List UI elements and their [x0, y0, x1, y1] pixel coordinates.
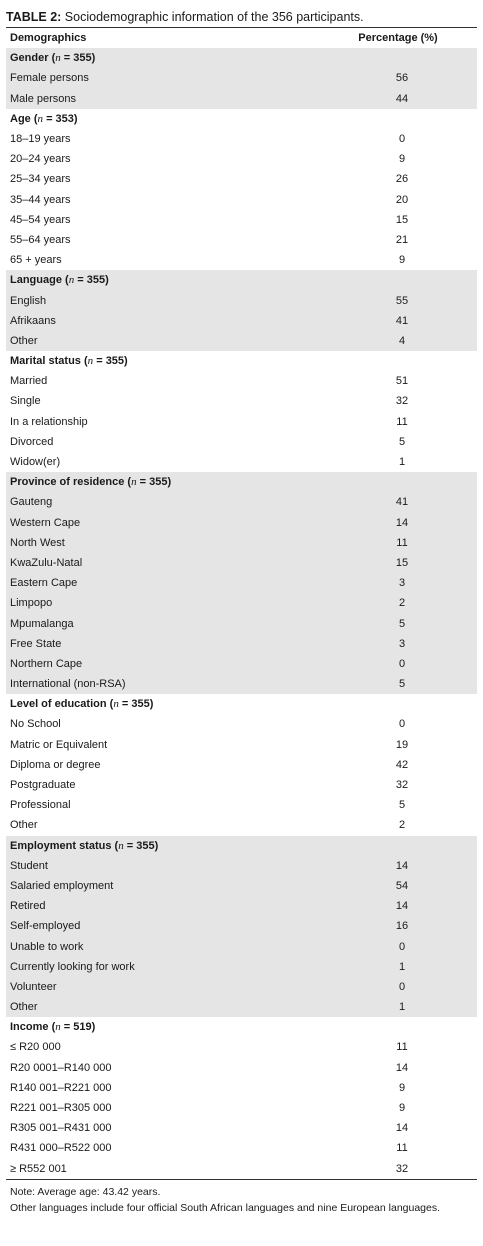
- table-row: [6, 513, 477, 533]
- table-row: [6, 957, 477, 977]
- row-percentage: 11: [319, 533, 477, 553]
- row-percentage: 44: [319, 89, 477, 109]
- row-label: Other: [10, 819, 38, 832]
- row-label: Self-employed: [6, 916, 319, 936]
- row-percentage: 41: [319, 311, 477, 331]
- row-label: Other: [6, 331, 319, 351]
- group-title: Gender (n = 355): [6, 48, 319, 68]
- row-percentage: 41: [319, 492, 477, 512]
- row-label: Widow(er): [10, 456, 61, 469]
- row-label: 45–54 years: [10, 213, 71, 226]
- row-label: Divorced: [10, 435, 54, 448]
- row-label: Free State: [6, 634, 319, 654]
- row-label: R305 001–R431 000: [10, 1122, 112, 1135]
- row-label: Student: [6, 856, 319, 876]
- table-row: [6, 371, 477, 391]
- table-row: [6, 775, 477, 795]
- group-empty-cell: [319, 270, 477, 290]
- row-percentage: 2: [398, 819, 406, 832]
- table-row: [6, 593, 477, 613]
- table-body: [6, 48, 477, 1179]
- table-row: [6, 714, 477, 734]
- group-title-text: Income: [10, 1021, 49, 1034]
- group-header-row: [6, 1017, 477, 1037]
- row-label: Volunteer: [6, 977, 319, 997]
- table-row: [6, 1098, 477, 1118]
- row-percentage: 1: [319, 997, 477, 1017]
- group-title: Marital status (n = 355): [10, 355, 128, 368]
- group-title: Age (n = 353): [10, 112, 78, 125]
- row-percentage: 3: [319, 573, 477, 593]
- table-row: [6, 674, 477, 694]
- row-label: Married: [10, 375, 48, 388]
- row-percentage: 55: [319, 290, 477, 310]
- table-row: [6, 290, 477, 310]
- row-percentage: 11: [396, 1142, 408, 1155]
- row-percentage: 5: [398, 435, 406, 448]
- row-label: ≥ R552 001: [10, 1162, 67, 1175]
- table-row: [6, 795, 477, 815]
- table-row: [6, 1078, 477, 1098]
- group-n-symbol: n: [55, 52, 61, 65]
- row-label: Professional: [10, 799, 71, 812]
- group-title-text: Province of residence: [10, 476, 125, 489]
- row-percentage: 15: [319, 553, 477, 573]
- row-label: Postgraduate: [10, 779, 76, 792]
- table-row: [6, 936, 477, 956]
- group-empty-cell: [319, 836, 477, 856]
- group-title-text: Level of education: [10, 698, 107, 711]
- row-percentage: 21: [395, 233, 409, 246]
- table-row: [6, 573, 477, 593]
- row-percentage: 54: [319, 876, 477, 896]
- row-percentage: 16: [319, 916, 477, 936]
- group-title-text: Language: [10, 274, 62, 287]
- row-percentage: 9: [398, 254, 406, 267]
- table-container: [6, 0, 477, 1214]
- table-row: [6, 190, 477, 210]
- row-label: 20–24 years: [10, 153, 71, 166]
- header-percentage: Percentage (%): [358, 32, 438, 45]
- table-row: [6, 613, 477, 633]
- caption-label: TABLE 2:: [6, 10, 62, 24]
- group-header-row: [6, 48, 477, 68]
- caption-text: Sociodemographic information of the 356 participants.: [61, 10, 364, 24]
- row-label: Mpumalanga: [6, 613, 319, 633]
- table-row: [6, 634, 477, 654]
- row-label: Unable to work: [6, 936, 319, 956]
- table-row: [6, 735, 477, 755]
- group-title-text: Marital status: [10, 355, 81, 368]
- row-percentage: 14: [395, 1061, 409, 1074]
- group-empty-cell: [319, 109, 477, 129]
- row-percentage: 5: [398, 799, 406, 812]
- group-header-row: [6, 694, 477, 714]
- group-empty-cell: [319, 351, 477, 371]
- row-percentage: 0: [319, 977, 477, 997]
- group-title: Level of education (n = 355): [10, 698, 154, 711]
- row-label: Retired: [6, 896, 319, 916]
- table-row: [6, 896, 477, 916]
- note-average-age: Note: Average age: 43.42 years.: [10, 1185, 161, 1198]
- row-label: Eastern Cape: [6, 573, 319, 593]
- row-label: Northern Cape: [6, 654, 319, 674]
- table-row: [6, 1037, 477, 1057]
- table-row: [6, 391, 477, 411]
- table-row: [6, 1118, 477, 1138]
- table-row: [6, 311, 477, 331]
- table-row: [6, 1058, 477, 1078]
- row-label: Diploma or degree: [10, 758, 101, 771]
- header-demographics: Demographics: [10, 32, 87, 45]
- row-label: R221 001–R305 000: [10, 1102, 112, 1115]
- row-percentage: 5: [319, 613, 477, 633]
- row-percentage: 4: [319, 331, 477, 351]
- table-row: [6, 412, 477, 432]
- row-percentage: 32: [395, 779, 409, 792]
- row-percentage: 56: [319, 68, 477, 88]
- row-label: Western Cape: [6, 513, 319, 533]
- row-label: Female persons: [6, 68, 319, 88]
- table-row: [6, 250, 477, 270]
- row-label: Single: [10, 395, 41, 408]
- group-title: Income (n = 519): [10, 1021, 96, 1034]
- group-title-text: Age: [10, 112, 31, 125]
- table-row: [6, 149, 477, 169]
- row-label: English: [6, 290, 319, 310]
- table-row: [6, 815, 477, 835]
- group-n-value: = 519): [60, 1021, 96, 1034]
- row-label: Matric or Equivalent: [10, 738, 108, 751]
- group-n-value: = 355): [93, 355, 128, 368]
- group-n-value: = 355): [74, 274, 109, 287]
- row-percentage: 5: [319, 674, 477, 694]
- table-row: [6, 89, 477, 109]
- row-percentage: 14: [319, 513, 477, 533]
- row-percentage: 11: [396, 415, 408, 428]
- row-label: Male persons: [6, 89, 319, 109]
- row-label: Gauteng: [6, 492, 319, 512]
- row-percentage: 1: [319, 957, 477, 977]
- group-n-symbol: n: [118, 839, 124, 852]
- group-n-value: = 355): [118, 698, 154, 711]
- row-percentage: 0: [319, 654, 477, 674]
- row-percentage: 15: [395, 213, 409, 226]
- table-row: [6, 169, 477, 189]
- row-percentage: 42: [395, 758, 409, 771]
- group-n-symbol: n: [131, 476, 137, 489]
- group-title-text: Employment status: [10, 839, 112, 852]
- table-row: [6, 432, 477, 452]
- table-row: [6, 210, 477, 230]
- group-n-value: = 353): [43, 112, 78, 125]
- row-percentage: 19: [395, 738, 409, 751]
- group-n-value: = 355): [60, 52, 96, 65]
- group-n-symbol: n: [37, 112, 44, 125]
- row-label: No School: [10, 718, 61, 731]
- row-label: 65 + years: [10, 254, 62, 267]
- row-label: 35–44 years: [10, 193, 71, 206]
- row-label: Other: [6, 997, 319, 1017]
- row-label: Salaried employment: [6, 876, 319, 896]
- table-row: [6, 331, 477, 351]
- table-row: [6, 553, 477, 573]
- header-row: [6, 28, 477, 48]
- row-label: ≤ R20 000: [10, 1041, 61, 1054]
- group-n-symbol: n: [87, 355, 94, 368]
- row-percentage: 0: [398, 718, 406, 731]
- note-languages: Other languages include four official South African languages and nine European languages.: [10, 1201, 441, 1214]
- table-caption: [6, 0, 477, 27]
- table-row: [6, 230, 477, 250]
- group-title: Language (n = 355): [6, 270, 319, 290]
- table-row: [6, 1138, 477, 1158]
- group-empty-cell: [319, 48, 477, 68]
- row-percentage: 9: [398, 153, 406, 166]
- group-empty-cell: [319, 1017, 477, 1037]
- table-row: [6, 977, 477, 997]
- row-label: North West: [6, 533, 319, 553]
- row-label: Limpopo: [6, 593, 319, 613]
- row-percentage: 32: [395, 1162, 409, 1175]
- group-title: Employment status (n = 355): [6, 836, 319, 856]
- table-row: [6, 856, 477, 876]
- row-percentage: 9: [398, 1102, 406, 1115]
- row-label: Afrikaans: [6, 311, 319, 331]
- row-percentage: 14: [395, 1122, 409, 1135]
- group-header-row: [6, 472, 477, 492]
- row-percentage: 20: [395, 193, 409, 206]
- group-title: Province of residence (n = 355): [6, 472, 319, 492]
- demographics-table: [6, 28, 477, 1179]
- row-percentage: 14: [319, 856, 477, 876]
- row-percentage: 3: [319, 634, 477, 654]
- table-notes: [6, 1180, 477, 1214]
- group-n-symbol: n: [55, 1021, 61, 1034]
- table-row: [6, 129, 477, 149]
- row-percentage: 26: [395, 173, 409, 186]
- row-label: In a relationship: [10, 415, 88, 428]
- row-percentage: 0: [319, 936, 477, 956]
- row-percentage: 14: [319, 896, 477, 916]
- table-row: [6, 876, 477, 896]
- row-percentage: 0: [398, 133, 406, 146]
- row-label: R140 001–R221 000: [10, 1081, 112, 1094]
- row-percentage: 51: [395, 375, 409, 388]
- table-row: [6, 654, 477, 674]
- table-row: [6, 68, 477, 88]
- group-n-value: = 355): [123, 839, 159, 852]
- row-label: 55–64 years: [10, 233, 71, 246]
- row-label: R20 0001–R140 000: [10, 1061, 112, 1074]
- group-header-row: [6, 270, 477, 290]
- row-percentage: 1: [398, 456, 406, 469]
- group-header-row: [6, 836, 477, 856]
- table-row: [6, 452, 477, 472]
- group-title-text: Gender: [10, 52, 49, 65]
- group-n-symbol: n: [113, 698, 119, 711]
- row-label: 18–19 years: [10, 133, 71, 146]
- table-row: [6, 916, 477, 936]
- row-percentage: 2: [319, 593, 477, 613]
- row-label: R431 000–R522 000: [10, 1142, 112, 1155]
- table-row: [6, 755, 477, 775]
- table-row: [6, 533, 477, 553]
- row-label: KwaZulu-Natal: [6, 553, 319, 573]
- row-label: Currently looking for work: [6, 957, 319, 977]
- row-label: 25–34 years: [10, 173, 71, 186]
- group-empty-cell: [319, 472, 477, 492]
- group-empty-cell: [319, 694, 477, 714]
- group-n-value: = 355): [136, 476, 172, 489]
- table-row: [6, 492, 477, 512]
- row-percentage: 11: [396, 1041, 408, 1054]
- row-percentage: 32: [395, 395, 409, 408]
- row-percentage: 9: [398, 1081, 406, 1094]
- group-header-row: [6, 351, 477, 371]
- table-row: [6, 997, 477, 1017]
- table-row: [6, 1159, 477, 1179]
- group-n-symbol: n: [68, 274, 75, 287]
- row-label: International (non-RSA): [6, 674, 319, 694]
- group-header-row: [6, 109, 477, 129]
